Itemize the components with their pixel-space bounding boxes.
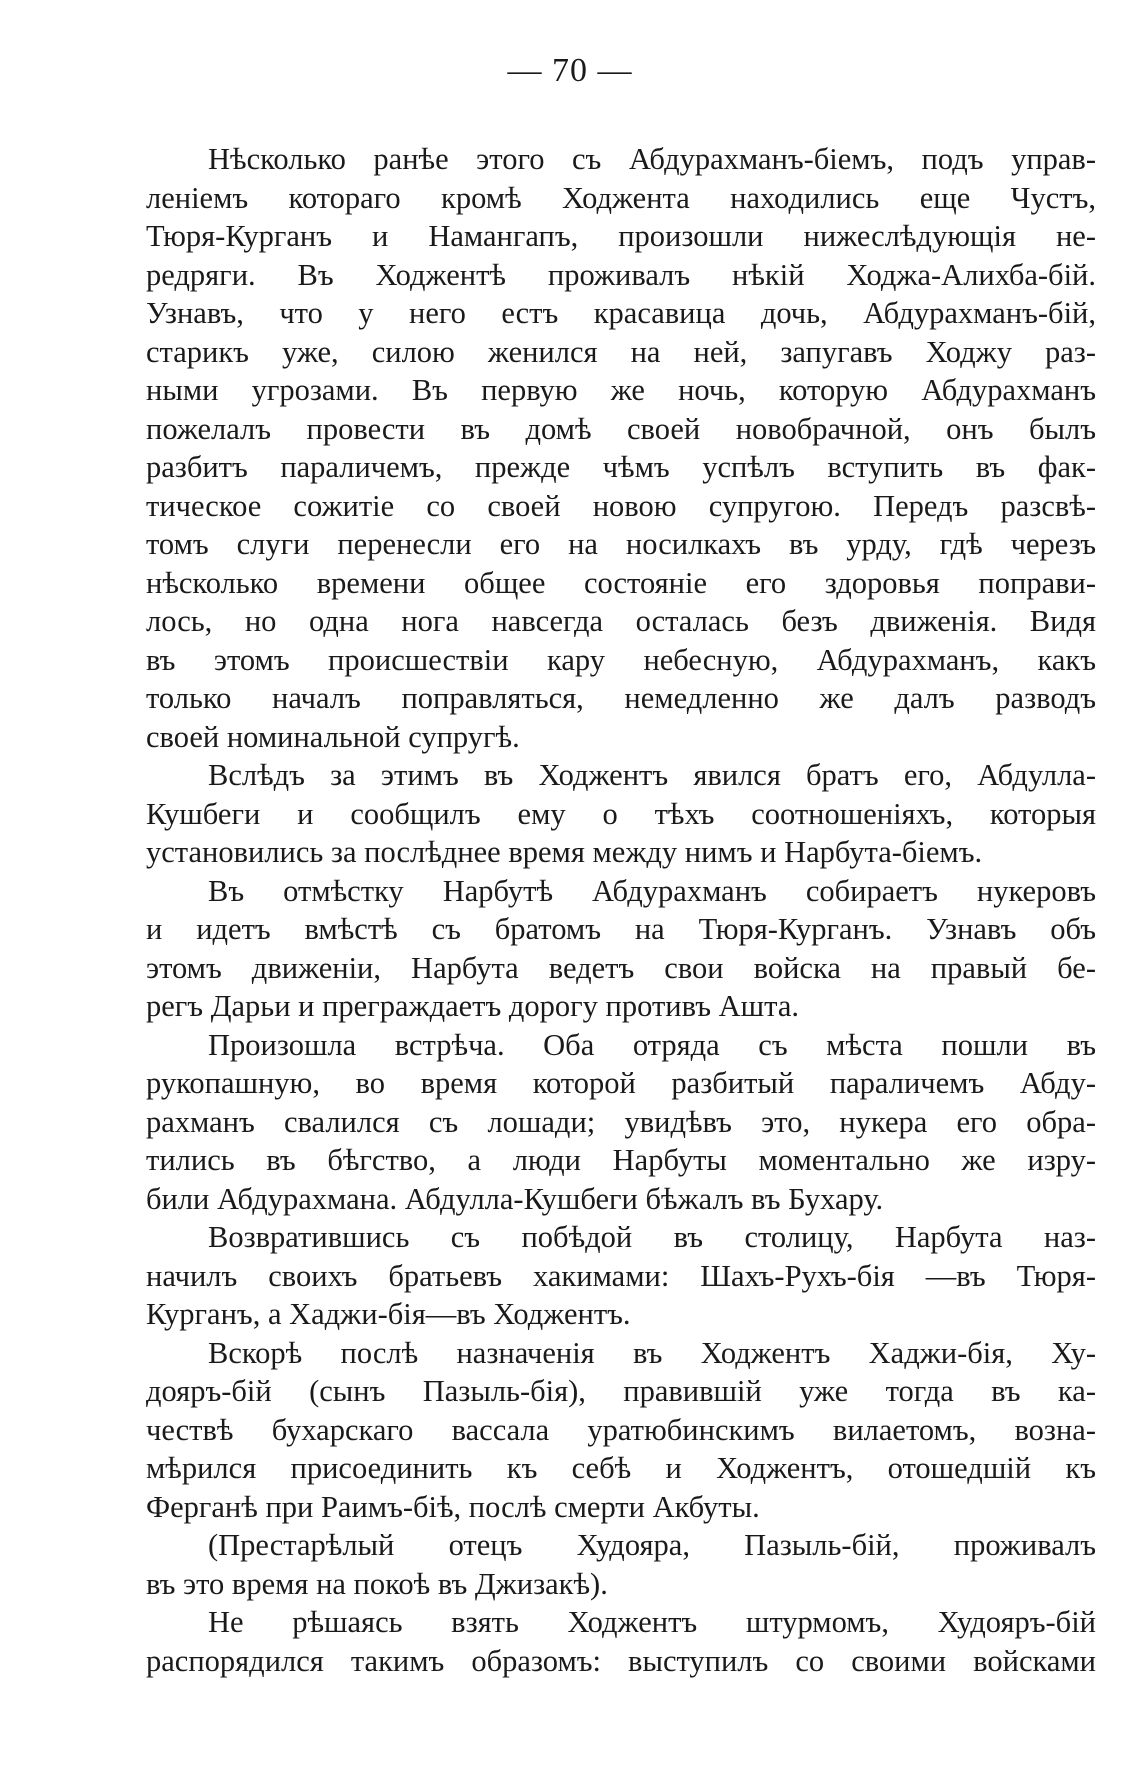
text-line: этомъ движеніи, Нарбута ведетъ свои войска на правый бе- [146, 950, 1096, 985]
text-line: только началъ поправляться, немедленно же далъ разводъ [146, 681, 1096, 715]
text-line: установились за послѣднее время между нимъ и Нарбута-біемъ. [146, 835, 983, 869]
text-line: леніемъ котораго кромѣ Ходжента находились еще Чустъ, [146, 180, 1096, 215]
text-line: начилъ своихъ братьевъ хакимами: Шахъ-Рухъ-бія —въ Тюря- [146, 1258, 1096, 1293]
text-line: нѣсколько времени общее состояніе его здоровья поправи- [146, 565, 1096, 600]
text-line: въ это время на покоѣ въ Джизакѣ). [146, 1566, 608, 1601]
text-line: мѣрился присоединить къ себѣ и Ходжентъ, отошедшій къ [146, 1451, 1096, 1485]
text-line: Произошла встрѣча. Оба отряда съ мѣста пошли въ [208, 1027, 1096, 1062]
text-line: пожелалъ провести въ домѣ своей новобрачной, онъ былъ [146, 411, 1096, 446]
paragraph [146, 756, 1096, 872]
text-line: Не рѣшаясь взять Ходжентъ штурмомъ, Худояръ-бій [208, 1605, 1096, 1639]
text-line: своей номинальной супругѣ. [146, 719, 520, 754]
text-line: били Абдурахмана. Абдулла-Кушбеги бѣжалъ въ Бухару. [146, 1181, 884, 1216]
text-line: ными угрозами. Въ первую же ночь, которую Абдурахманъ [146, 373, 1096, 407]
text-line: Нѣсколько ранѣе этого съ Абдурахманъ-біемъ, подъ управ- [208, 142, 1096, 176]
text-line: Вслѣдъ за этимъ въ Ходжентъ явился братъ его, Абдулла- [208, 758, 1096, 792]
text-line: Вскорѣ послѣ назначенія въ Ходжентъ Хаджи-бія, Ху- [208, 1335, 1096, 1370]
text-line: редряги. Въ Ходжентѣ проживалъ нѣкій Ходжа-Алихба-бій. [146, 257, 1096, 292]
text-line: распорядился такимъ образомъ: выступилъ со своими войсками [146, 1643, 1096, 1678]
text-line: тились въ бѣгство, а люди Нарбуты моментально же изру- [146, 1143, 1096, 1177]
body-text [146, 140, 1096, 1680]
text-line: старикъ уже, силою женился на ней, запугавъ Ходжу раз- [146, 334, 1096, 369]
text-line: чествѣ бухарскаго вассала уратюбинскимъ вилаетомъ, возна- [146, 1412, 1096, 1447]
text-line: Тюря-Курганъ и Намангапъ, произошли нижеслѣдующія не- [146, 219, 1096, 253]
text-line: Въ отмѣстку Нарбутѣ Абдурахманъ собираетъ нукеровъ [208, 873, 1096, 908]
page-number: — 70 — [507, 52, 633, 89]
text-line: рахманъ свалился съ лошади; увидѣвъ это, нукера его обра- [146, 1104, 1096, 1139]
text-line: томъ слуги перенесли его на носилкахъ въ урду, гдѣ черезъ [146, 527, 1096, 561]
text-line: Ферганѣ при Раимъ-біѣ, послѣ смерти Акбуты. [146, 1489, 760, 1524]
paragraph [146, 1526, 1096, 1603]
paragraph [146, 1026, 1096, 1219]
text-line: лось, но одна нога навсегда осталась безъ движенія. Видя [146, 604, 1096, 638]
text-line: Курганъ, а Хаджи-бія—въ Ходжентъ. [146, 1297, 631, 1331]
text-line: въ этомъ происшествіи кару небесную, Абдурахманъ, какъ [146, 642, 1096, 677]
paragraph [146, 1603, 1096, 1680]
paragraph [146, 1218, 1096, 1334]
text-line: Узнавъ, что у него естъ красавица дочь, Абдурахманъ-бій, [146, 296, 1096, 330]
text-line: дояръ-бій (сынъ Пазыль-бія), правившій уже тогда въ ка- [146, 1374, 1096, 1408]
text-line: рукопашную, во время которой разбитый параличемъ Абду- [146, 1066, 1096, 1100]
paragraph [146, 140, 1096, 756]
text-line: Кушбеги и сообщилъ ему о тѣхъ соотношеніяхъ, которыя [146, 796, 1096, 831]
text-line: регъ Дарьи и преграждаетъ дорогу противъ Ашта. [146, 989, 800, 1023]
text-line: тическое сожитіе со своей новою супругою. Передъ разсвѣ- [146, 488, 1096, 523]
text-line: Возвратившись съ побѣдой въ столицу, Нарбута наз- [208, 1220, 1096, 1254]
paragraph [146, 1334, 1096, 1527]
text-line: разбитъ параличемъ, прежде чѣмъ успѣлъ вступить въ фак- [146, 450, 1096, 484]
text-line: и идетъ вмѣстѣ съ братомъ на Тюря-Курганъ. Узнавъ объ [146, 912, 1096, 946]
text-line: (Престарѣлый отецъ Худояра, Пазыль-бій, проживалъ [208, 1528, 1096, 1562]
paragraph [146, 872, 1096, 1026]
